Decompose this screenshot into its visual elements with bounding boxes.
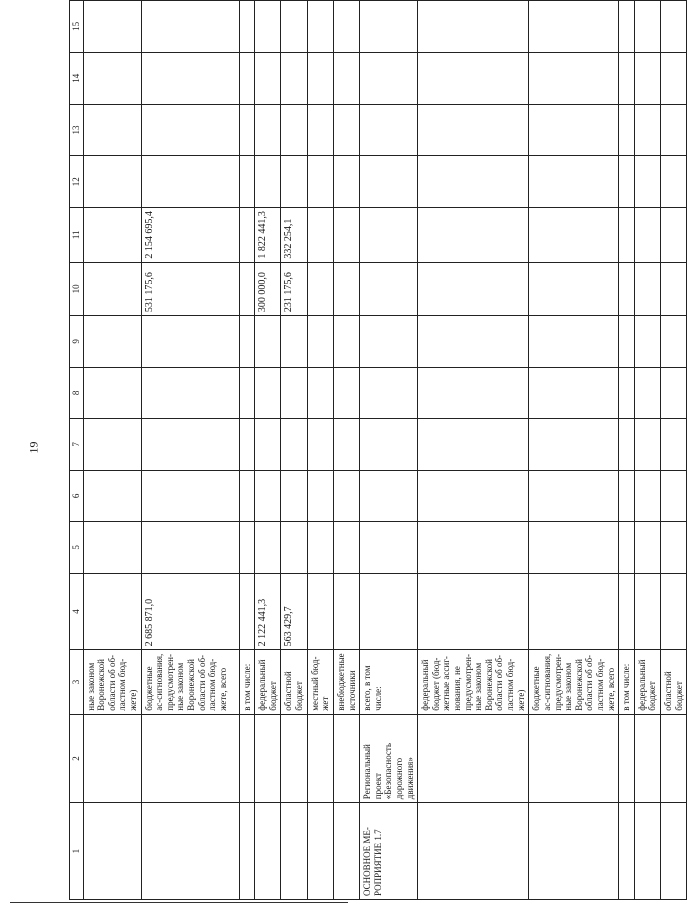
empty-cell — [418, 522, 529, 574]
scan-edge-line — [10, 902, 348, 903]
empty-cell — [141, 714, 239, 802]
label-cell: бюджетные ас-сигнования, предусмотрен-ные законом Воронежской области об об-ластном бюд-жете, всего — [141, 650, 239, 714]
col-header: 8 — [70, 367, 84, 419]
empty-cell — [141, 522, 239, 574]
empty-cell — [418, 316, 529, 368]
empty-cell — [529, 316, 619, 368]
empty-cell — [333, 1, 359, 53]
col-header: 14 — [70, 52, 84, 104]
empty-cell — [255, 419, 281, 471]
amount-cell — [634, 573, 660, 650]
amount-cell — [333, 208, 359, 263]
label-cell: областной бюджет — [660, 650, 686, 714]
empty-cell — [281, 470, 307, 522]
empty-cell — [307, 156, 333, 208]
amount-cell — [333, 262, 359, 316]
col-header: 6 — [70, 470, 84, 522]
empty-cell — [307, 470, 333, 522]
empty-cell — [360, 52, 418, 104]
empty-cell — [281, 367, 307, 419]
empty-cell — [239, 156, 255, 208]
empty-cell — [529, 803, 619, 900]
table-row — [141, 1, 239, 900]
empty-cell — [660, 52, 686, 104]
empty-cell — [255, 104, 281, 156]
empty-cell — [281, 803, 307, 900]
empty-cell — [360, 1, 418, 53]
empty-cell — [239, 316, 255, 368]
amount-cell: 1 822 441,3 — [255, 208, 281, 263]
label-cell: ОСНОВНОЕ МЕ-РОПРИЯТИЕ 1.7 — [360, 803, 418, 900]
empty-cell — [634, 803, 660, 900]
empty-cell — [239, 367, 255, 419]
empty-cell — [307, 316, 333, 368]
empty-cell — [660, 803, 686, 900]
col-header: 4 — [70, 573, 84, 650]
table-body — [83, 1, 687, 900]
label-cell: федеральный бюджет (бюд-жетные ассиг-нования, не предусмотрен-ные законом Воронежской области об об-ластном бюд-жете) — [418, 650, 529, 714]
table-row — [660, 1, 686, 900]
empty-cell — [660, 156, 686, 208]
table-row — [281, 1, 307, 900]
amount-cell — [83, 208, 141, 263]
empty-cell — [529, 419, 619, 471]
empty-cell — [418, 367, 529, 419]
empty-cell — [239, 470, 255, 522]
empty-cell — [619, 522, 635, 574]
label-cell: областной бюджет — [281, 650, 307, 714]
empty-cell — [83, 316, 141, 368]
table-row — [634, 1, 660, 900]
table-row — [360, 1, 418, 900]
empty-cell — [333, 104, 359, 156]
empty-cell — [660, 367, 686, 419]
empty-cell — [619, 470, 635, 522]
empty-cell — [634, 367, 660, 419]
amount-cell: 2 122 441,3 — [255, 573, 281, 650]
empty-cell — [83, 156, 141, 208]
table-row — [255, 1, 281, 900]
amount-cell — [333, 573, 359, 650]
empty-cell — [660, 522, 686, 574]
col-header: 3 — [70, 650, 84, 714]
empty-cell — [255, 156, 281, 208]
empty-cell — [619, 803, 635, 900]
amount-cell — [660, 208, 686, 263]
empty-cell — [634, 714, 660, 802]
empty-cell — [660, 316, 686, 368]
label-cell: Региональный проект «Безопасность дорожного движения» — [360, 714, 418, 802]
empty-cell — [141, 156, 239, 208]
empty-cell — [619, 367, 635, 419]
table-row — [418, 1, 529, 900]
empty-cell — [418, 52, 529, 104]
empty-cell — [360, 522, 418, 574]
amount-cell: 300 000,0 — [255, 262, 281, 316]
col-header: 7 — [70, 419, 84, 471]
amount-cell: 2 685 871,0 — [141, 573, 239, 650]
empty-cell — [333, 522, 359, 574]
empty-cell — [619, 419, 635, 471]
amount-cell — [307, 573, 333, 650]
empty-cell — [634, 104, 660, 156]
empty-cell — [307, 52, 333, 104]
empty-cell — [281, 522, 307, 574]
col-header: 1 — [70, 803, 84, 900]
table-row — [239, 1, 255, 900]
amount-cell — [239, 262, 255, 316]
label-cell: бюджетные ас-сигнования, предусмотрен-ные законом Воронежской области об об-ластном бюд-жете, всего — [529, 650, 619, 714]
amount-cell — [83, 262, 141, 316]
amount-cell — [660, 573, 686, 650]
empty-cell — [418, 419, 529, 471]
empty-cell — [619, 714, 635, 802]
empty-cell — [255, 803, 281, 900]
empty-cell — [255, 1, 281, 53]
amount-cell — [307, 208, 333, 263]
empty-cell — [360, 367, 418, 419]
empty-cell — [333, 714, 359, 802]
label-cell: федеральный бюджет — [255, 650, 281, 714]
empty-cell — [239, 714, 255, 802]
empty-cell — [83, 470, 141, 522]
amount-cell — [360, 208, 418, 263]
amount-cell — [239, 573, 255, 650]
empty-cell — [634, 156, 660, 208]
empty-cell — [634, 1, 660, 53]
empty-cell — [660, 1, 686, 53]
empty-cell — [418, 470, 529, 522]
empty-cell — [141, 419, 239, 471]
amount-cell — [418, 262, 529, 316]
empty-cell — [255, 522, 281, 574]
empty-cell — [660, 470, 686, 522]
empty-cell — [360, 419, 418, 471]
empty-cell — [83, 104, 141, 156]
empty-cell — [255, 470, 281, 522]
amount-cell — [529, 262, 619, 316]
empty-cell — [529, 470, 619, 522]
empty-cell — [281, 1, 307, 53]
empty-cell — [239, 1, 255, 53]
empty-cell — [418, 104, 529, 156]
empty-cell — [141, 104, 239, 156]
empty-cell — [418, 803, 529, 900]
empty-cell — [307, 367, 333, 419]
empty-cell — [281, 316, 307, 368]
empty-cell — [83, 419, 141, 471]
empty-cell — [360, 470, 418, 522]
empty-cell — [307, 803, 333, 900]
page-number: 19 — [26, 441, 41, 454]
col-header: 11 — [70, 208, 84, 263]
empty-cell — [660, 714, 686, 802]
empty-cell — [141, 1, 239, 53]
amount-cell — [619, 208, 635, 263]
amount-cell: 231 175,6 — [281, 262, 307, 316]
empty-cell — [529, 1, 619, 53]
empty-cell — [333, 52, 359, 104]
table-row — [619, 1, 635, 900]
label-cell: всего, в том числе: — [360, 650, 418, 714]
amount-cell: 2 154 695,4 — [141, 208, 239, 263]
empty-cell — [281, 156, 307, 208]
empty-cell — [529, 156, 619, 208]
col-header: 13 — [70, 104, 84, 156]
empty-cell — [141, 52, 239, 104]
empty-cell — [141, 367, 239, 419]
col-header: 9 — [70, 316, 84, 368]
empty-cell — [307, 419, 333, 471]
empty-cell — [281, 52, 307, 104]
amount-cell — [619, 573, 635, 650]
amount-cell — [239, 208, 255, 263]
empty-cell — [634, 316, 660, 368]
empty-cell — [239, 419, 255, 471]
empty-cell — [634, 522, 660, 574]
empty-cell — [83, 714, 141, 802]
col-header: 10 — [70, 262, 84, 316]
empty-cell — [307, 522, 333, 574]
empty-cell — [660, 104, 686, 156]
empty-cell — [83, 52, 141, 104]
empty-cell — [141, 803, 239, 900]
amount-cell — [619, 262, 635, 316]
empty-cell — [529, 104, 619, 156]
col-header: 2 — [70, 714, 84, 802]
empty-cell — [255, 367, 281, 419]
amount-cell — [529, 573, 619, 650]
empty-cell — [83, 367, 141, 419]
empty-cell — [619, 316, 635, 368]
empty-cell — [239, 522, 255, 574]
empty-cell — [307, 1, 333, 53]
amount-cell — [307, 262, 333, 316]
empty-cell — [529, 714, 619, 802]
empty-cell — [634, 52, 660, 104]
empty-cell — [333, 803, 359, 900]
empty-cell — [333, 470, 359, 522]
empty-cell — [307, 104, 333, 156]
empty-cell — [239, 803, 255, 900]
empty-cell — [529, 522, 619, 574]
empty-cell — [281, 714, 307, 802]
amount-cell — [418, 208, 529, 263]
header-row — [70, 1, 84, 900]
empty-cell — [83, 1, 141, 53]
empty-cell — [83, 522, 141, 574]
empty-cell — [307, 714, 333, 802]
budget-table — [69, 0, 687, 900]
empty-cell — [619, 1, 635, 53]
empty-cell — [333, 419, 359, 471]
empty-cell — [141, 316, 239, 368]
empty-cell — [281, 104, 307, 156]
empty-cell — [239, 52, 255, 104]
empty-cell — [418, 156, 529, 208]
amount-cell — [634, 208, 660, 263]
col-header: 12 — [70, 156, 84, 208]
amount-cell — [360, 573, 418, 650]
empty-cell — [529, 367, 619, 419]
empty-cell — [333, 316, 359, 368]
amount-cell: 332 254,1 — [281, 208, 307, 263]
empty-cell — [255, 52, 281, 104]
table-row — [83, 1, 141, 900]
label-cell: федеральный бюджет — [634, 650, 660, 714]
empty-cell — [634, 470, 660, 522]
label-cell: ные законом Воронежской области об об-ластном бюд-жете) — [83, 650, 141, 714]
amount-cell: 531 175,6 — [141, 262, 239, 316]
empty-cell — [418, 714, 529, 802]
empty-cell — [529, 52, 619, 104]
label-cell: внебюджетные источники — [333, 650, 359, 714]
amount-cell — [529, 208, 619, 263]
empty-cell — [333, 156, 359, 208]
amount-cell — [83, 573, 141, 650]
label-cell: в том числе: — [239, 650, 255, 714]
empty-cell — [619, 156, 635, 208]
empty-cell — [141, 470, 239, 522]
table-row — [333, 1, 359, 900]
label-cell: в том числе: — [619, 650, 635, 714]
empty-cell — [360, 104, 418, 156]
col-header: 15 — [70, 1, 84, 53]
empty-cell — [660, 419, 686, 471]
table-row — [307, 1, 333, 900]
empty-cell — [619, 104, 635, 156]
empty-cell — [239, 104, 255, 156]
amount-cell — [418, 573, 529, 650]
empty-cell — [281, 419, 307, 471]
empty-cell — [255, 316, 281, 368]
table-row — [529, 1, 619, 900]
empty-cell — [360, 156, 418, 208]
empty-cell — [418, 1, 529, 53]
col-header: 5 — [70, 522, 84, 574]
label-cell: местный бюд-жет — [307, 650, 333, 714]
empty-cell — [83, 803, 141, 900]
amount-cell — [660, 262, 686, 316]
amount-cell — [634, 262, 660, 316]
empty-cell — [360, 316, 418, 368]
amount-cell: 563 429,7 — [281, 573, 307, 650]
empty-cell — [619, 52, 635, 104]
empty-cell — [634, 419, 660, 471]
empty-cell — [333, 367, 359, 419]
empty-cell — [255, 714, 281, 802]
amount-cell — [360, 262, 418, 316]
